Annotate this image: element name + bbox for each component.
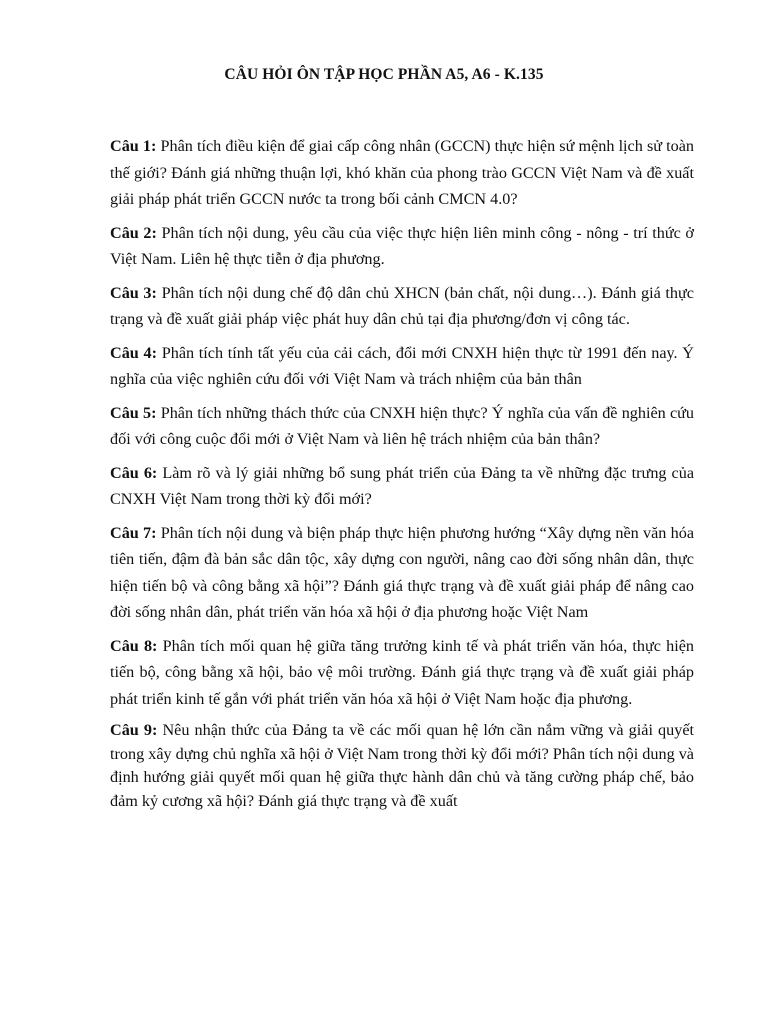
question-text: Làm rõ và lý giải những bổ sung phát triển của Đảng ta về những đặc trưng của CNXH Việt Nam trong thời kỳ đổi mới?	[110, 463, 694, 508]
question-3	[110, 280, 694, 333]
question-text: Phân tích nội dung và biện pháp thực hiện phương hướng “Xây dựng nền văn hóa tiên tiến, đậm đà bản sắc dân tộc, xây dựng con người, nâng cao đời sống nhân dân, thực hiện tiến bộ và công bằng xã hội”? Đánh giá thực trạng và đề xuất giải pháp để nâng cao đời sống nhân dân, phát triển văn hóa xã hội ở địa phương hoặc Việt Nam	[110, 523, 695, 621]
document-title: CÂU HỎI ÔN TẬP HỌC PHẦN A5, A6 - K.135	[224, 66, 544, 83]
question-9	[110, 719, 694, 813]
question-label: Câu 4:	[110, 343, 157, 362]
question-1	[110, 133, 694, 213]
question-list	[110, 133, 694, 820]
question-text: Phân tích những thách thức của CNXH hiện thực? Ý nghĩa của vấn đề nghiên cứu đối với công cuộc đổi mới ở Việt Nam và liên hệ trách nhiệm của bản thân?	[110, 403, 695, 448]
question-text: Phân tích mối quan hệ giữa tăng trưởng kinh tế và phát triển văn hóa, thực hiện tiến bộ, công bằng xã hội, bảo vệ môi trường. Đánh giá thực trạng và đề xuất giải pháp phát triển kinh tế gắn với phát triển văn hóa xã hội ở Việt Nam hoặc địa phương.	[110, 636, 695, 708]
question-6	[110, 460, 694, 513]
question-5	[110, 400, 694, 453]
question-label: Câu 2:	[110, 223, 157, 242]
question-label: Câu 7:	[110, 523, 157, 542]
question-label: Câu 3:	[110, 283, 157, 302]
question-text: Phân tích tính tất yếu của cải cách, đổi mới CNXH hiện thực từ 1991 đến nay. Ý nghĩa của việc nghiên cứu đối với Việt Nam và trách nhiệm của bản thân	[110, 343, 694, 388]
question-label: Câu 6:	[110, 463, 158, 482]
question-label: Câu 9:	[110, 721, 158, 739]
question-text: Phân tích nội dung chế độ dân chủ XHCN (bản chất, nội dung…). Đánh giá thực trạng và đề xuất giải pháp việc phát huy dân chủ tại địa phương/đơn vị công tác.	[110, 283, 694, 328]
question-text: Phân tích điều kiện để giai cấp công nhân (GCCN) thực hiện sứ mệnh lịch sử toàn thế giới? Đánh giá những thuận lợi, khó khăn của phong trào GCCN Việt Nam và đề xuất giải pháp phát triển GCCN nước ta trong bối cảnh CMCN 4.0?	[110, 137, 694, 208]
question-2	[110, 220, 694, 273]
question-label: Câu 5:	[110, 403, 157, 422]
question-4	[110, 340, 694, 393]
question-label: Câu 8:	[110, 636, 158, 655]
question-text: Phân tích nội dung, yêu cầu của việc thực hiện liên minh công - nông - trí thức ở Việt Nam. Liên hệ thực tiễn ở địa phương.	[110, 223, 694, 268]
question-text: Nêu nhận thức của Đảng ta về các mối quan hệ lớn cần nắm vững và giải quyết trong xây dựng chủ nghĩa xã hội ở Việt Nam trong thời kỳ đổi mới? Phân tích nội dung và định hướng giải quyết mối quan hệ giữa thực hành dân chủ và tăng cường pháp chế, bảo đảm kỷ cương xã hội? Đánh giá thực trạng và đề xuất	[110, 721, 694, 810]
question-7	[110, 520, 694, 626]
question-label: Câu 1:	[110, 137, 157, 155]
question-8	[110, 633, 694, 713]
